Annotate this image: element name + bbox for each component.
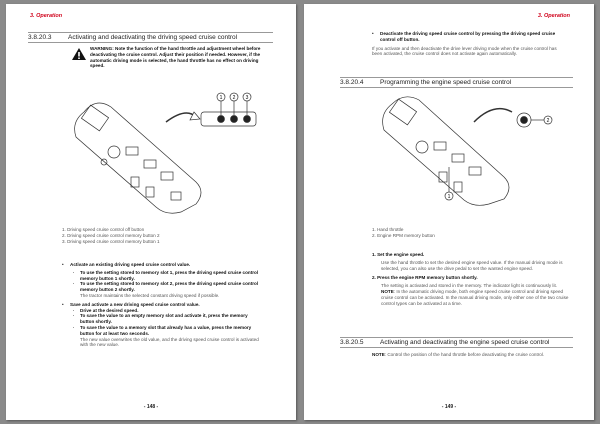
steps	[372, 252, 572, 306]
section-heading	[340, 337, 573, 348]
legend-item: 1. Hand throttle	[372, 227, 404, 232]
note-text: : Control the position of the hand throttle before deactivating the cruise control.	[384, 352, 545, 357]
section-number: 3.8.20.4	[340, 79, 364, 86]
bullet-title: • Activate an existing driving speed cruise control value.	[62, 262, 262, 268]
warning-icon	[72, 48, 86, 60]
step-text: The setting is activated and stored in the memory. The indicator light is continuously lit.	[381, 283, 558, 289]
legend-item: 3. Driving speed cruise control memory button 1	[62, 238, 160, 244]
callout-1: 1	[447, 194, 451, 200]
section-heading	[340, 77, 573, 88]
page-148	[6, 4, 296, 420]
sub-step: · To save the value to a memory slot that already has a value, press the memory button for at least two seconds.	[72, 325, 262, 337]
callout-2: 2	[232, 95, 236, 101]
step-title: 1. Set the engine speed.	[372, 252, 425, 257]
sub-step: · To save the value to an empty memory slot and activate it, press the memory button shortly.	[72, 313, 262, 325]
sub-step: · To use the setting stored to memory slot 1, press the driving speed cruise control memory button 1 shortly.	[72, 270, 262, 282]
note-text: : In the automatic driving mode, both engine speed cruise control and driving speed cruise control can be activated. In the manual driving mode, only either one of the two cruise control types can be activated at a time.	[381, 288, 569, 306]
section-number: 3.8.20.5	[340, 339, 364, 346]
step-text: Use the hand throttle to set the desired engine speed value. If the manual driving mode is selected, you can also use the drive pedal to set the wanted engine speed.	[381, 259, 563, 271]
note-label: NOTE	[381, 288, 394, 294]
section-number: 3.8.20.3	[28, 34, 52, 41]
page-149	[304, 4, 594, 420]
figure-legend	[372, 227, 435, 239]
callout-1: 1	[219, 95, 223, 101]
chapter-header: 3. Operation	[30, 13, 63, 19]
note	[372, 352, 567, 358]
callout-2: 2	[546, 118, 550, 124]
page-number: - 149 -	[441, 404, 457, 410]
step-title: 2. Press the engine RPM memory button shortly.	[372, 275, 478, 281]
bullet-step: • Deactivate the driving speed cruise control by pressing the driving speed cruise control off button.	[372, 31, 567, 43]
section-title: Activating and deactivating the driving speed cruise control	[68, 34, 238, 41]
engine-cruise-panel-illustration	[374, 92, 564, 207]
instructions	[62, 262, 262, 348]
sub-step: · Drive at the desired speed.	[72, 308, 262, 314]
page-number: - 148 -	[143, 404, 159, 410]
cruise-control-panel-illustration	[66, 92, 266, 217]
legend-item: 2. Driving speed cruise control memory button 2	[62, 232, 160, 238]
section-title: Activating and deactivating the engine speed cruise control	[380, 339, 550, 346]
note-label: NOTE	[372, 352, 385, 357]
section-heading	[28, 32, 273, 43]
step-note: The tractor maintains the selected constant driving speed if possible.	[80, 292, 220, 298]
chapter-header: 3. Operation	[537, 13, 570, 19]
section-title: Programming the engine speed cruise control	[380, 79, 512, 86]
callout-3: 3	[245, 95, 249, 101]
paragraph: If you activate and then deactivate the drive lever driving mode when the cruise control has been activated, the cruise control does not activate again automatically.	[372, 45, 557, 57]
bullet-title: • Save and activate a new driving speed cruise control value.	[62, 302, 262, 308]
legend-item: 1. Driving speed cruise control off button	[62, 227, 145, 232]
legend-item: 2. Engine RPM memory button	[372, 232, 435, 238]
warning-text: WARNING: Note the function of the hand throttle and adjustment wheel before deactivating the cruise control. Adjust their position if needed. However, if the automatic driving mode is selected, the hand throttle has no effect on driving speed.	[90, 46, 261, 69]
sub-step: · To use the setting stored to memory slot 2, press the driving speed cruise control memory button 2 shortly.	[72, 281, 262, 293]
figure-legend	[62, 227, 160, 244]
step-note: The new value overwrites the old value, and the driving speed cruise control is activated with the new value.	[80, 336, 259, 348]
